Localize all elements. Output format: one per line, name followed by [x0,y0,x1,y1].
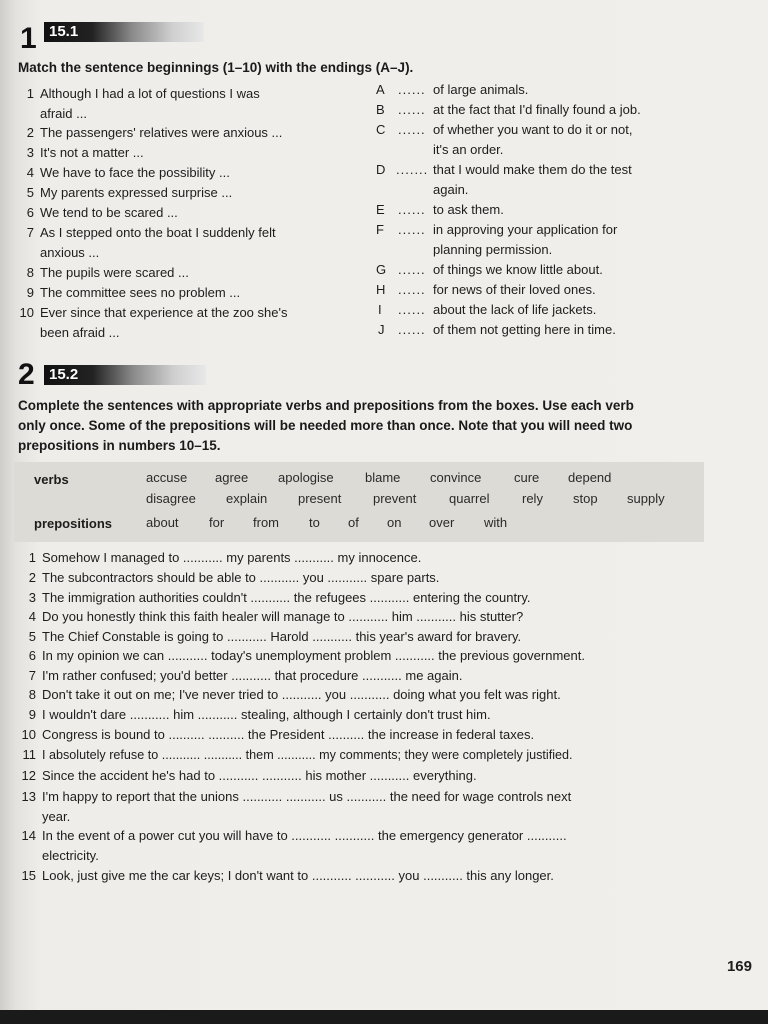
sentence-number: 6 [28,648,36,663]
verb-word: prevent [373,491,417,506]
sentence-number: 1 [28,550,36,565]
beginning-text: The committee sees no problem ... [40,285,241,300]
beginning-text: As I stepped onto the boat I suddenly felt [40,225,276,240]
sentence-text-cont: electricity. [42,848,99,863]
sentence-text[interactable]: The Chief Constable is going to ........... Harold ........... this year's award for bravery. [42,629,522,644]
verb-word: accuse [146,470,188,485]
exercise-2-instruction-line: only once. Some of the prepositions will be needed more than once. Note that you will need two [18,418,633,433]
ending-text: for news of their loved ones. [433,282,596,297]
answer-blank[interactable]: ...... [398,262,426,277]
verb-word: cure [514,470,540,485]
preposition-word: on [387,515,402,530]
prepositions-label: prepositions [34,516,113,531]
sentence-text[interactable]: Don't take it out on me; I've never tried to ........... you ........... doing what you felt was right. [42,687,561,702]
beginning-text: We tend to be scared ... [40,205,178,220]
verb-word: disagree [146,491,196,506]
beginning-text-cont: anxious ... [40,245,100,260]
sentence-number: 7 [28,668,36,683]
exercise-1-tag [44,22,204,42]
sentence-number: 13 [21,789,36,804]
ending-text: of things we know little about. [433,262,603,277]
sentence-text[interactable]: The subcontractors should be able to ........... you ........... spare parts. [42,570,440,585]
sentence-number: 9 [28,707,36,722]
sentence-text[interactable]: Do you honestly think this faith healer will manage to ........... him ........... his stutter? [42,609,524,624]
sentence-text[interactable]: I'm happy to report that the unions ........... ........... us ........... the need for wage controls next [42,789,572,804]
sentence-text[interactable]: I absolutely refuse to ........... ........... them ........... my comments; they were completely justified. [42,748,573,762]
answer-blank[interactable]: ...... [398,102,426,117]
sentence-text[interactable]: The immigration authorities couldn't ........... the refugees ........... entering the country. [42,590,531,605]
verb-word: agree [215,470,249,485]
beginning-text: We have to face the possibility ... [40,165,230,180]
preposition-word: of [348,515,359,530]
exercise-2-number: 2 [18,358,35,391]
beginning-number: 6 [26,205,34,220]
ending-letter: G [376,262,387,277]
sentence-text[interactable]: I'm rather confused; you'd better ........... that procedure ........... me again. [42,668,463,683]
sentence-number: 11 [22,747,36,762]
ending-text-cont: it's an order. [433,142,504,157]
exercise-2-tag-label: 15.2 [49,366,79,383]
sentence-text[interactable]: Congress is bound to .......... .......... the President .......... the increase in federal taxes. [42,727,535,742]
exercise-1-instruction: Match the sentence beginnings (1–10) with the endings (A–J). [18,60,414,75]
exercise-2-instruction-line: prepositions in numbers 10–15. [18,438,221,453]
answer-blank[interactable]: ...... [398,82,426,97]
sentence-number: 12 [21,768,36,783]
sentence-number: 8 [28,687,36,702]
preposition-word: from [253,515,279,530]
verb-word: explain [226,491,268,506]
ending-text-cont: again. [433,182,469,197]
ending-text: about the lack of life jackets. [433,302,597,317]
sentence-number: 2 [28,570,36,585]
beginning-text: My parents expressed surprise ... [40,185,233,200]
bottom-edge [0,1010,768,1024]
sentence-text[interactable]: Look, just give me the car keys; I don't want to ........... ........... you ........... this any longer. [42,868,554,883]
beginning-number: 1 [26,86,34,101]
verb-word: blame [365,470,401,485]
beginning-number: 8 [26,265,34,280]
sentence-number: 3 [28,590,36,605]
beginning-number: 5 [26,185,34,200]
answer-blank[interactable]: ...... [398,322,426,337]
beginning-text-cont: been afraid ... [40,325,120,340]
preposition-word: to [309,515,320,530]
answer-blank[interactable]: ...... [398,302,426,317]
exercise-1-tag-label: 15.1 [49,23,79,40]
sentence-number: 15 [21,868,36,883]
ending-text: of whether you want to do it or not, [433,122,633,137]
sentence-text[interactable]: In the event of a power cut you will have to ........... ........... the emergency generator ........... [42,828,567,843]
preposition-word: over [429,515,455,530]
beginning-text: Ever since that experience at the zoo she's [40,305,288,320]
answer-blank[interactable]: ...... [398,122,426,137]
verb-word: depend [568,470,612,485]
beginning-number: 4 [26,165,34,180]
exercise-1-number: 1 [20,22,37,55]
verb-word: apologise [278,470,334,485]
preposition-word: for [209,515,225,530]
ending-text-cont: planning permission. [433,242,553,257]
ending-letter: I [378,302,382,317]
ending-letter: J [378,322,385,337]
ending-text: of them not getting here in time. [433,322,616,337]
ending-letter: F [376,222,384,237]
ending-text: of large animals. [433,82,529,97]
sentence-number: 4 [28,609,36,624]
verb-word: present [298,491,342,506]
preposition-word: about [146,515,179,530]
word-box [14,462,704,542]
ending-letter: E [376,202,385,217]
beginning-number: 3 [26,145,34,160]
sentence-text-cont: year. [42,809,71,824]
sentence-text[interactable]: Somehow I managed to ........... my parents ........... my innocence. [42,550,422,565]
sentence-number: 5 [28,629,36,644]
preposition-word: with [484,515,508,530]
sentence-number: 10 [21,727,36,742]
beginning-text-cont: afraid ... [40,106,87,121]
answer-blank[interactable]: ...... [398,202,426,217]
beginning-text: The passengers' relatives were anxious ... [40,125,283,140]
verb-word: quarrel [449,491,490,506]
ending-letter: H [376,282,386,297]
page-number: 169 [726,958,752,975]
exercise-2-instruction-line: Complete the sentences with appropriate verbs and prepositions from the boxes. Use each verb [18,398,634,413]
answer-blank[interactable]: ...... [398,222,426,237]
ending-letter: B [376,102,385,117]
ending-text: that I would make them do the test [433,162,632,177]
answer-blank[interactable]: ...... [398,282,426,297]
verbs-label: verbs [34,472,69,487]
verb-word: supply [627,491,665,506]
ending-text: to ask them. [433,202,504,217]
beginning-text: It's not a matter ... [40,145,144,160]
sentence-number: 14 [21,828,36,843]
beginning-number: 2 [26,125,34,140]
exercise-2-tag [44,365,206,385]
ending-text: in approving your application for [433,222,618,237]
sentence-text[interactable]: In my opinion we can ........... today's unemployment problem ........... the previous government. [42,648,585,663]
verb-word: stop [573,491,598,506]
ending-letter: D [376,162,386,177]
sentence-text[interactable]: I wouldn't dare ........... him ........... stealing, although I certainly don't trust him. [42,707,491,722]
answer-blank[interactable]: ....... [396,162,429,177]
ending-letter: C [376,122,386,137]
verb-word: rely [522,491,543,506]
beginning-text: Although I had a lot of questions I was [40,86,260,101]
verb-word: convince [430,470,482,485]
beginning-number: 7 [26,225,34,240]
ending-letter: A [376,82,385,97]
beginning-number: 9 [26,285,34,300]
beginning-number: 10 [19,305,34,320]
sentence-text[interactable]: Since the accident he's had to ........... ........... his mother ........... everything. [42,768,477,783]
ending-text: at the fact that I'd finally found a job. [433,102,641,117]
beginning-text: The pupils were scared ... [40,265,189,280]
